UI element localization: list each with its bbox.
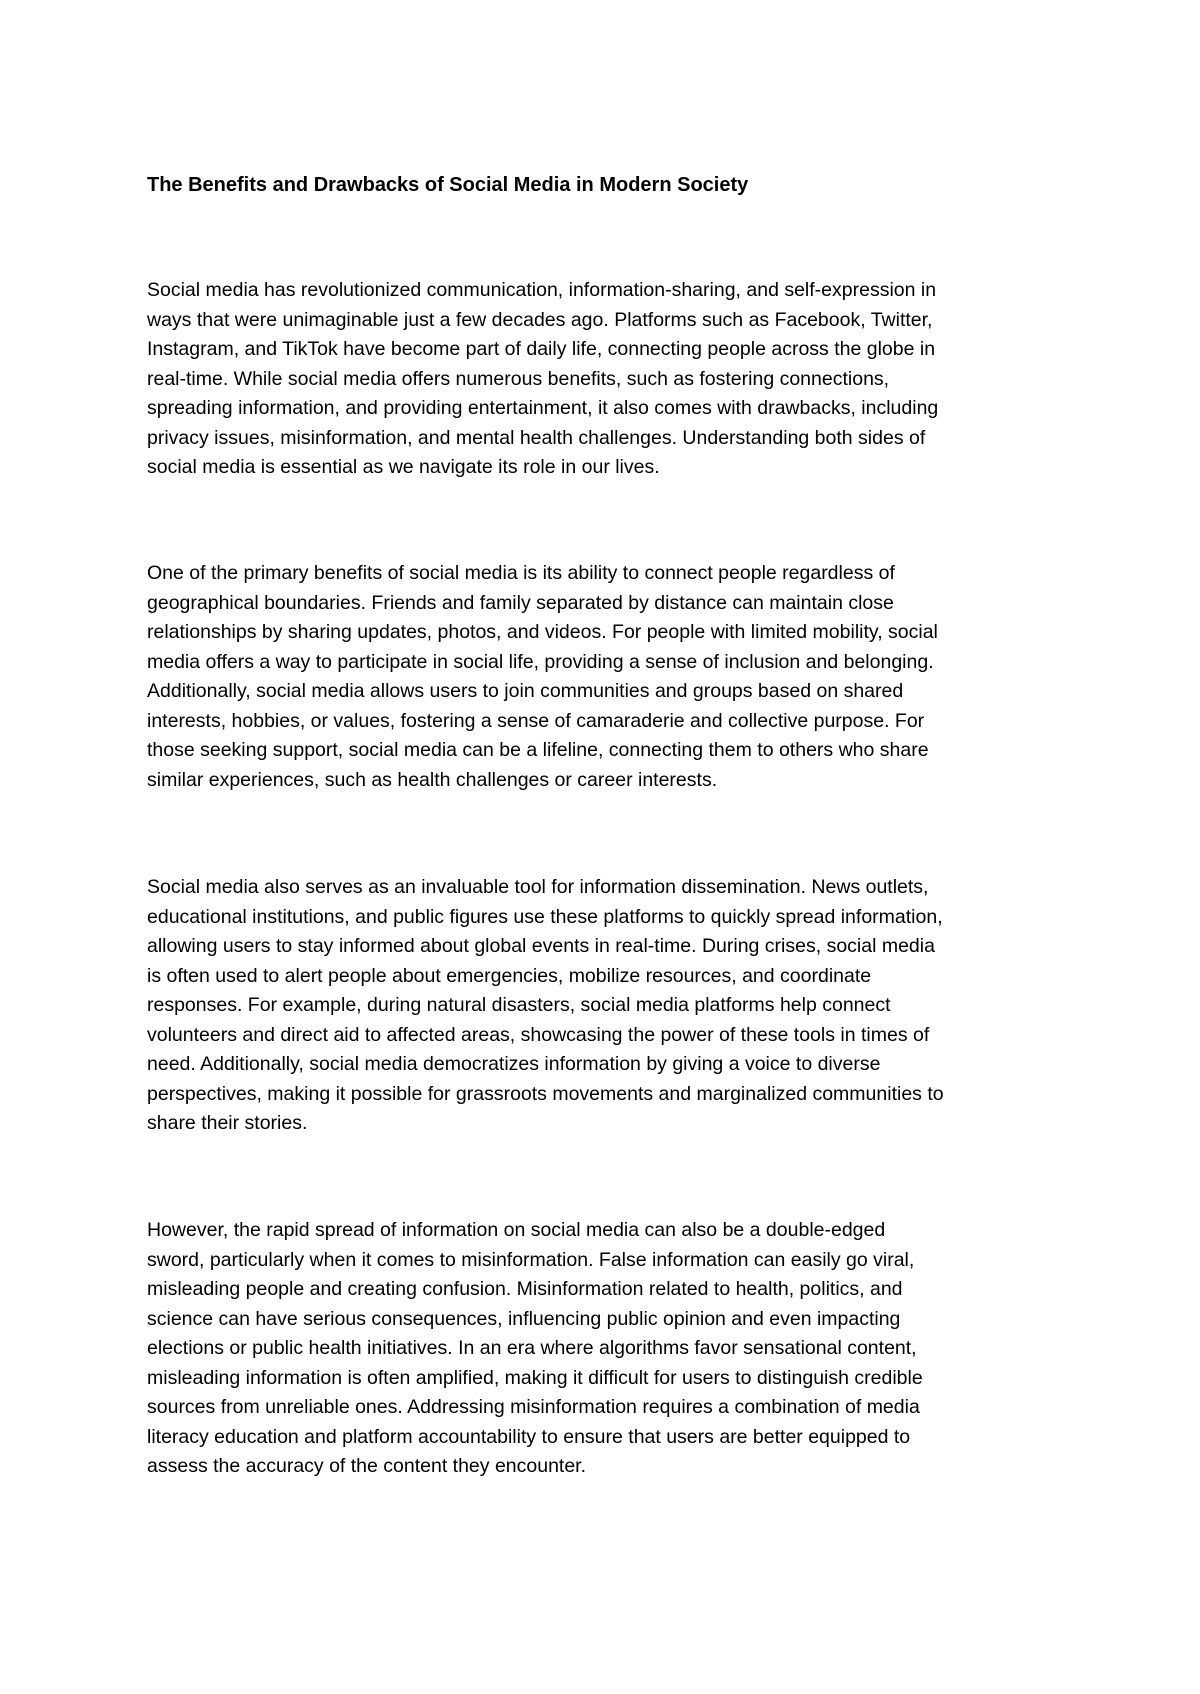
paragraph-connection	[147, 559, 1067, 795]
text-line: spreading information, and providing entertainment, it also comes with drawbacks, including	[147, 397, 939, 419]
text-line: misleading information is often amplified, making it difficult for users to distinguish credible	[147, 1366, 923, 1389]
text-line: relationships by sharing updates, photos, and videos. For people with limited mobility, social	[147, 621, 938, 643]
text-line: elections or public health initiatives. In an era where algorithms favor sensational content,	[147, 1337, 917, 1359]
text-line: similar experiences, such as health challenges or career interests.	[147, 768, 718, 791]
text-line: literacy education and platform accountability to ensure that users are better equipped to	[147, 1425, 911, 1448]
paragraph-misinformation	[147, 1216, 1067, 1482]
text-line: However, the rapid spread of information on social media can also be a double-edged	[147, 1219, 886, 1241]
text-line: Additionally, social media allows users to join communities and groups based on shared	[147, 680, 904, 702]
paragraph-intro	[147, 276, 1067, 483]
text-line: interests, hobbies, or values, fostering a sense of camaraderie and collective purpose. For	[147, 709, 925, 732]
text-line: misleading people and creating confusion. Misinformation related to health, politics, and	[147, 1278, 903, 1300]
text-line: share their stories.	[147, 1112, 308, 1134]
document-title: The Benefits and Drawbacks of Social Media in Modern Society	[147, 174, 749, 196]
text-line: Social media has revolutionized communication, information-sharing, and self-expression in	[147, 279, 937, 301]
text-line: sources from unreliable ones. Addressing misinformation requires a combination of media	[147, 1396, 920, 1418]
text-line: ways that were unimaginable just a few decades ago. Platforms such as Facebook, Twitter,	[147, 308, 933, 331]
text-line: social media is essential as we navigate its role in our lives.	[147, 456, 660, 478]
text-line: Instagram, and TikTok have become part of daily life, connecting people across the globe in	[147, 338, 936, 360]
text-line: volunteers and direct aid to affected areas, showcasing the power of these tools in times of	[147, 1023, 930, 1046]
text-line: need. Additionally, social media democratizes information by giving a voice to diverse	[147, 1053, 881, 1075]
text-line: educational institutions, and public figures use these platforms to quickly spread information,	[147, 905, 943, 928]
text-line: those seeking support, social media can be a lifeline, connecting them to others who share	[147, 739, 929, 761]
text-line: sword, particularly when it comes to misinformation. False information can easily go viral,	[147, 1248, 915, 1271]
text-line: real-time. While social media offers numerous benefits, such as fostering connections,	[147, 367, 890, 390]
text-line: science can have serious consequences, influencing public opinion and even impacting	[147, 1307, 901, 1330]
text-line: One of the primary benefits of social media is its ability to connect people regardless of	[147, 562, 895, 584]
text-line: responses. For example, during natural disasters, social media platforms help connect	[147, 994, 891, 1016]
text-line: Social media also serves as an invaluable tool for information dissemination. News outlets,	[147, 876, 929, 898]
text-line: allowing users to stay informed about global events in real-time. During crises, social media	[147, 935, 935, 957]
text-line: assess the accuracy of the content they encounter.	[147, 1455, 587, 1477]
text-line: media offers a way to participate in social life, providing a sense of inclusion and belonging.	[147, 650, 934, 673]
text-line: geographical boundaries. Friends and family separated by distance can maintain close	[147, 591, 894, 614]
paragraph-information	[147, 873, 1067, 1139]
text-line: privacy issues, misinformation, and mental health challenges. Understanding both sides of	[147, 426, 926, 449]
text-line: perspectives, making it possible for grassroots movements and marginalized communities to	[147, 1082, 944, 1105]
text-line: is often used to alert people about emergencies, mobilize resources, and coordinate	[147, 964, 872, 987]
